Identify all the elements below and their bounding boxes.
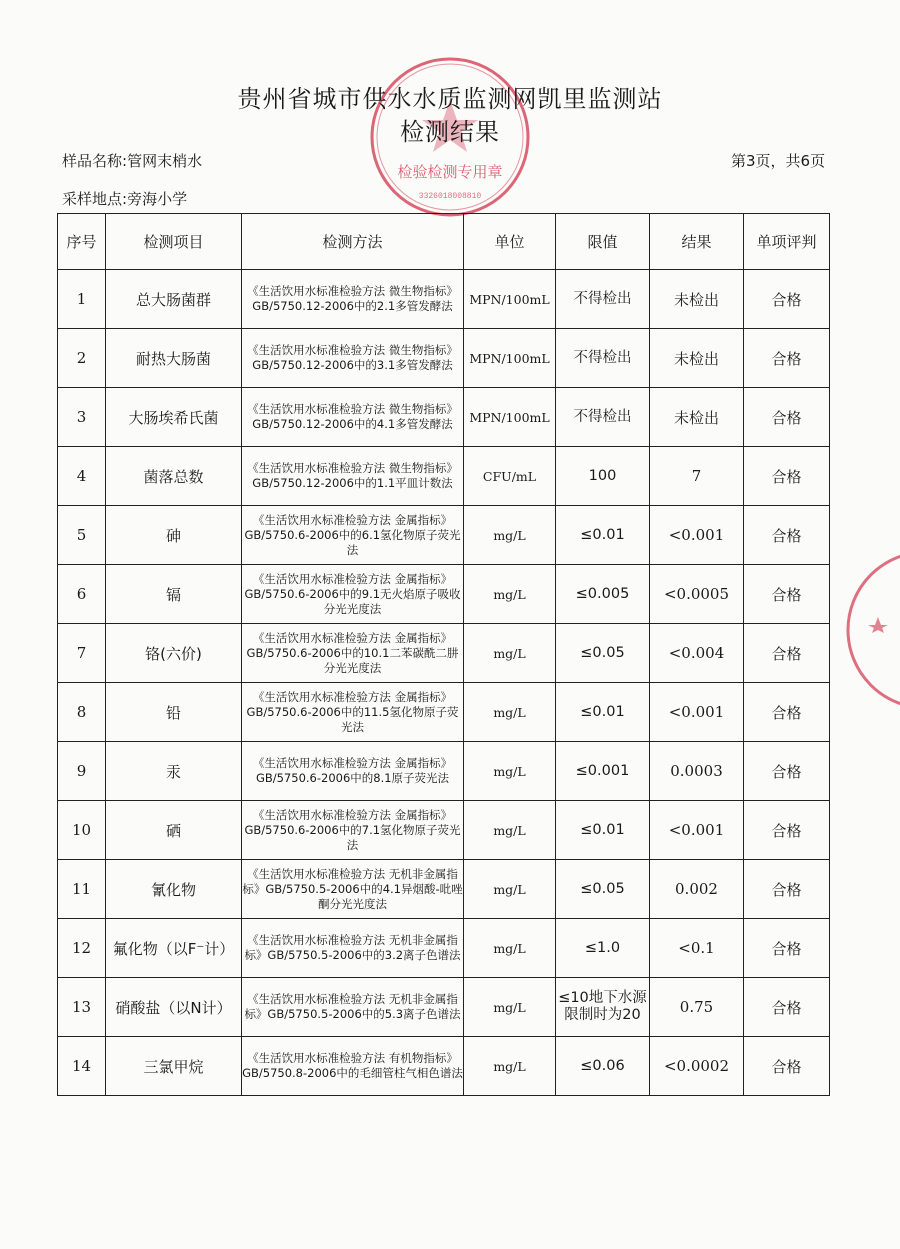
cell-item: 总大肠菌群 [106,270,242,329]
table-body [58,270,830,1096]
cell-limit: ≤0.06 [556,1037,650,1096]
table-row [58,624,830,683]
cell-limit: ≤0.01 [556,801,650,860]
cell-limit: 100 [556,447,650,506]
report-subtitle: 检测结果 [400,118,500,146]
cell-item: 汞 [106,742,242,801]
cell-verdict: 合格 [744,270,830,329]
cell-unit: CFU/mL [464,447,556,506]
cell-unit: mg/L [464,1037,556,1096]
cell-limit: ≤0.005 [556,565,650,624]
cell-no: 11 [58,860,106,919]
cell-item: 铅 [106,683,242,742]
cell-unit: MPN/100mL [464,270,556,329]
cell-unit: mg/L [464,565,556,624]
cell-verdict: 合格 [744,565,830,624]
cell-method: 《生活饮用水标准检验方法 金属指标》GB/5750.6-2006中的6.1氢化物原子荧光法 [242,506,464,565]
cell-result: <0.0002 [650,1037,744,1096]
cell-result: 未检出 [650,270,744,329]
cell-result: 0.0003 [650,742,744,801]
cell-result: 未检出 [650,329,744,388]
cell-method: 《生活饮用水标准检验方法 无机非金属指标》GB/5750.5-2006中的5.3离子色谱法 [242,978,464,1037]
cell-result: 0.002 [650,860,744,919]
cell-unit: mg/L [464,919,556,978]
cell-no: 14 [58,1037,106,1096]
cell-verdict: 合格 [744,860,830,919]
cell-no: 1 [58,270,106,329]
table-row [58,1037,830,1096]
cell-verdict: 合格 [744,1037,830,1096]
edge-seal-star-icon [868,617,888,633]
cell-limit: ≤0.05 [556,860,650,919]
cell-verdict: 合格 [744,801,830,860]
cell-unit: mg/L [464,683,556,742]
cell-item: 耐热大肠菌 [106,329,242,388]
table-row [58,683,830,742]
cell-item: 砷 [106,506,242,565]
cell-no: 6 [58,565,106,624]
seal-center-text: 检验检测专用章 [397,164,503,181]
cell-limit: 不得检出 [556,388,650,447]
location-line [62,188,187,209]
edge-seal [838,545,900,715]
table-row [58,270,830,329]
cell-limit: ≤10地下水源限制时为20 [556,978,650,1037]
cell-item: 大肠埃希氏菌 [106,388,242,447]
cell-item: 氰化物 [106,860,242,919]
cell-limit: ≤1.0 [556,919,650,978]
cell-method: 《生活饮用水标准检验方法 微生物指标》GB/5750.12-2006中的4.1多管发酵法 [242,388,464,447]
sample-name-label: 样品名称: [62,152,128,170]
cell-method: 《生活饮用水标准检验方法 金属指标》GB/5750.6-2006中的11.5氢化物原子荧光法 [242,683,464,742]
cell-item: 硝酸盐（以N计） [106,978,242,1037]
cell-unit: MPN/100mL [464,329,556,388]
cell-result: 未检出 [650,388,744,447]
seal-serial: 3326018008810 [418,192,482,201]
cell-verdict: 合格 [744,506,830,565]
col-header-method: 检测方法 [242,214,464,270]
cell-no: 10 [58,801,106,860]
table-row [58,860,830,919]
cell-no: 13 [58,978,106,1037]
cell-unit: mg/L [464,506,556,565]
cell-result: <0.001 [650,683,744,742]
cell-unit: mg/L [464,742,556,801]
cell-item: 镉 [106,565,242,624]
cell-method: 《生活饮用水标准检验方法 金属指标》GB/5750.6-2006中的9.1无火焰原子吸收分光光度法 [242,565,464,624]
results-table [57,213,830,1096]
page-info: 第3页，共6页 [731,152,826,170]
col-header-unit: 单位 [464,214,556,270]
cell-no: 7 [58,624,106,683]
cell-method: 《生活饮用水标准检验方法 金属指标》GB/5750.6-2006中的8.1原子荧光法 [242,742,464,801]
cell-item: 硒 [106,801,242,860]
table-row [58,506,830,565]
cell-verdict: 合格 [744,919,830,978]
cell-method: 《生活饮用水标准检验方法 微生物指标》GB/5750.12-2006中的2.1多管发酵法 [242,270,464,329]
table-row [58,565,830,624]
location-label: 采样地点: [62,190,128,208]
table-row [58,978,830,1037]
cell-limit: ≤0.001 [556,742,650,801]
table-row [58,919,830,978]
cell-unit: MPN/100mL [464,388,556,447]
cell-item: 铬(六价) [106,624,242,683]
cell-unit: mg/L [464,801,556,860]
table-row [58,388,830,447]
cell-verdict: 合格 [744,329,830,388]
cell-result: 0.75 [650,978,744,1037]
cell-limit: 不得检出 [556,270,650,329]
col-header-result: 结果 [650,214,744,270]
table-header-row [58,214,830,270]
cell-method: 《生活饮用水标准检验方法 无机非金属指标》GB/5750.5-2006中的3.2离子色谱法 [242,919,464,978]
cell-verdict: 合格 [744,978,830,1037]
cell-unit: mg/L [464,978,556,1037]
cell-result: 7 [650,447,744,506]
cell-no: 4 [58,447,106,506]
cell-result: <0.1 [650,919,744,978]
cell-limit: ≤0.01 [556,506,650,565]
sample-name-value: 管网末梢水 [127,152,203,170]
cell-item: 菌落总数 [106,447,242,506]
cell-result: <0.001 [650,801,744,860]
cell-method: 《生活饮用水标准检验方法 金属指标》GB/5750.6-2006中的7.1氢化物原子荧光法 [242,801,464,860]
cell-method: 《生活饮用水标准检验方法 有机物指标》GB/5750.8-2006中的毛细管柱气相色谱法 [242,1037,464,1096]
cell-method: 《生活饮用水标准检验方法 金属指标》GB/5750.6-2006中的10.1二苯碳酰二肼分光光度法 [242,624,464,683]
cell-unit: mg/L [464,860,556,919]
cell-verdict: 合格 [744,447,830,506]
table-row [58,447,830,506]
cell-limit: 不得检出 [556,329,650,388]
table-row [58,801,830,860]
cell-no: 9 [58,742,106,801]
cell-limit: ≤0.05 [556,624,650,683]
cell-no: 12 [58,919,106,978]
cell-unit: mg/L [464,624,556,683]
cell-verdict: 合格 [744,624,830,683]
cell-result: <0.004 [650,624,744,683]
col-header-item: 检测项目 [106,214,242,270]
cell-limit: ≤0.01 [556,683,650,742]
cell-verdict: 合格 [744,742,830,801]
cell-method: 《生活饮用水标准检验方法 无机非金属指标》GB/5750.5-2006中的4.1异烟酸-吡唑酮分光光度法 [242,860,464,919]
cell-method: 《生活饮用水标准检验方法 微生物指标》GB/5750.12-2006中的3.1多管发酵法 [242,329,464,388]
cell-no: 3 [58,388,106,447]
cell-no: 2 [58,329,106,388]
report-title: 贵州省城市供水水质监测网凯里监测站 [237,85,663,113]
cell-item: 氟化物（以F⁻计） [106,919,242,978]
cell-item: 三氯甲烷 [106,1037,242,1096]
cell-no: 5 [58,506,106,565]
cell-verdict: 合格 [744,683,830,742]
table-row [58,742,830,801]
cell-result: <0.001 [650,506,744,565]
cell-verdict: 合格 [744,388,830,447]
cell-method: 《生活饮用水标准检验方法 微生物指标》GB/5750.12-2006中的1.1平皿计数法 [242,447,464,506]
sample-name-line [62,150,202,171]
col-header-limit: 限值 [556,214,650,270]
cell-no: 8 [58,683,106,742]
location-value: 旁海小学 [127,190,188,208]
col-header-no: 序号 [58,214,106,270]
table-row [58,329,830,388]
col-header-verdict: 单项评判 [744,214,830,270]
cell-result: <0.0005 [650,565,744,624]
